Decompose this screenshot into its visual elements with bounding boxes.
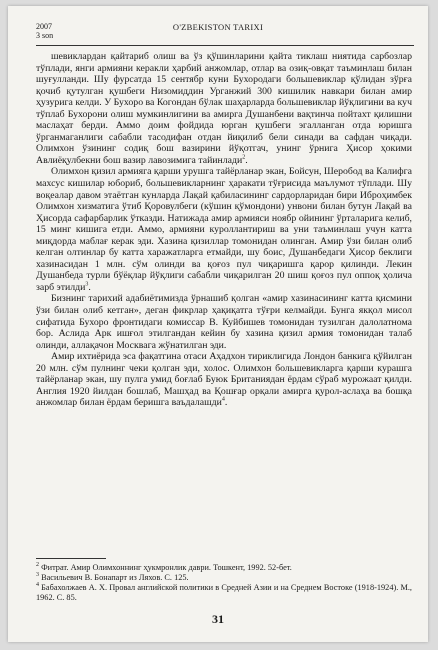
header-year: 2007: [36, 22, 52, 31]
footnote: $^3$ Васильевич В. Бонапарт из Ляхов. С. 125.: [36, 572, 189, 582]
paragraph: Бизнинг тарихий адабиётимизда ўрнашиб қолган «амир хазинасининг катта қисмини ўзи билан олиб кетган», деган фикрлар ҳақиқатга тўғри келмайди. Бунга якқол мисол сифатида Бухоро фронтидаги комиссар В. Куйбишев томонидан тузилган далолатнома бор. Аслида Арк ишғол этилгандан кейин бу хазина қизил армия томонидан талаб олинди, аллақачон Москвага жўнатилган эди.: [36, 293, 412, 351]
footnote-ref: 4: [221, 397, 225, 404]
paragraph: Амир ихтиёрида эса фақатгина отаси Аҳадхон тириклигида Лондон банкига қўйилган 20 млн. сўм пулнинг чеки қолган эди, холос. Олимхон большевикларга қарши курашга тайёрланар экан, шу пулга умид боғлаб Буюк Британиядан ёрдам сўраб мурожаат қилди. Англия 1920 йилдан бошлаб, Машҳад ва Қошғар орқали амирга қурол-аслаҳа ва бошқа анжомлар билан ёрдам беришга ваъдалашди$^4$.: [36, 351, 412, 409]
footnote: $^4$ Бабахолжаев А. Х. Провал английской политики в Средней Азии и на Среднем Востоке (1918-1924). М., 1962. С. 85.: [36, 582, 412, 602]
journal-title: O'ZBEKISTON TARIXI: [172, 22, 264, 32]
document-page: [8, 6, 428, 642]
page-number: 31: [212, 612, 224, 626]
paragraph: шевиклардан қайтариб олиш ва ўз қўшинларини қайта тиклаш ниятида сарбозлар тўплади, янги армияни керакли ҳарбий анжомлар, отлар ва озиқ-овқат таъминлаш билан шуғулланди. Шу фурсатда 15 сентябр куни Бухородаги большевиклар қўлидан зўрға қочиб қутулган қушбеги Низомиддин Урганжий 300 кишилик навкари билан амир ҳузурига келди. У Бухоро ва Когондан бўлак шаҳарларда большевиклар йўқлигини ва куч тўплаб Бухорони олиш мумкинлигини ва амирга Душанбени вақтинча пойтахт қилишни маслаҳат берди. Аммо доим фойдида юрган қушбеги эгалланган отда юришга ўрганмаганлиги сабабли тасодифан отдан йиқилиб бели синади ва сафдан чиқади. Олимхон ўзининг содиқ бош вазирини йўқотгач, унинг ўрнига Ҳисор ҳокими Авлиёқулбекни бош вазир лавозимига тайинлади$^2$.: [36, 51, 412, 166]
footnote-ref: 3: [85, 281, 89, 288]
footnotes: [36, 563, 412, 603]
footnote-ref: 2: [242, 154, 246, 161]
header-rule: [36, 45, 414, 46]
footnote: $^2$ Фитрат. Амир Олимхоннинг ҳукмронлик даври. Тошкент, 1992. 52-бет.: [36, 562, 292, 572]
header-issue: 3 son: [36, 31, 54, 40]
footnote-rule: [36, 558, 106, 559]
article-body: [36, 51, 412, 409]
paragraph: Олимхон қизил армияга қарши урушга тайёрланар экан, Бойсун, Шеробод ва Калифга махсус кишилар юбориб, большевикларнинг ҳаракати тўғрисида маълумот тўплади. Шу воқеалар давом этаётган кунларда Лақай қабиласининг сардорларидан бири Иброҳимбек Олимхон хизматига ўтиб Қоровулбеги (кўшин қўмондони) унвони билан бутун Лақай ва Ҳисорда сафарбарлик ўтказди. Натижада амир армияси ноябр ойининг ўрталарига келиб, 15 минг кишига етди. Аммо, армияни куроллантириш ва уни таъминлаш учун катта миқдорда маблағ керак эди. Хазина қизиллар томонидан олинган. Амир ўзи билан олиб келган олтинлар бу катта харажатларга етмайди, шу боис, Душанбедаги Ҳисор беклиги хазинасидан 1 млн. сўм олинди ва қоғоз пул чиқаришга қарор қилинди. Лекин Душанбеда турли бўёқлар йўқлиги сабабли чиқарилган 20 шиш қоғоз пул оппоқ ҳолича зарб этилди$^3$.: [36, 166, 412, 293]
